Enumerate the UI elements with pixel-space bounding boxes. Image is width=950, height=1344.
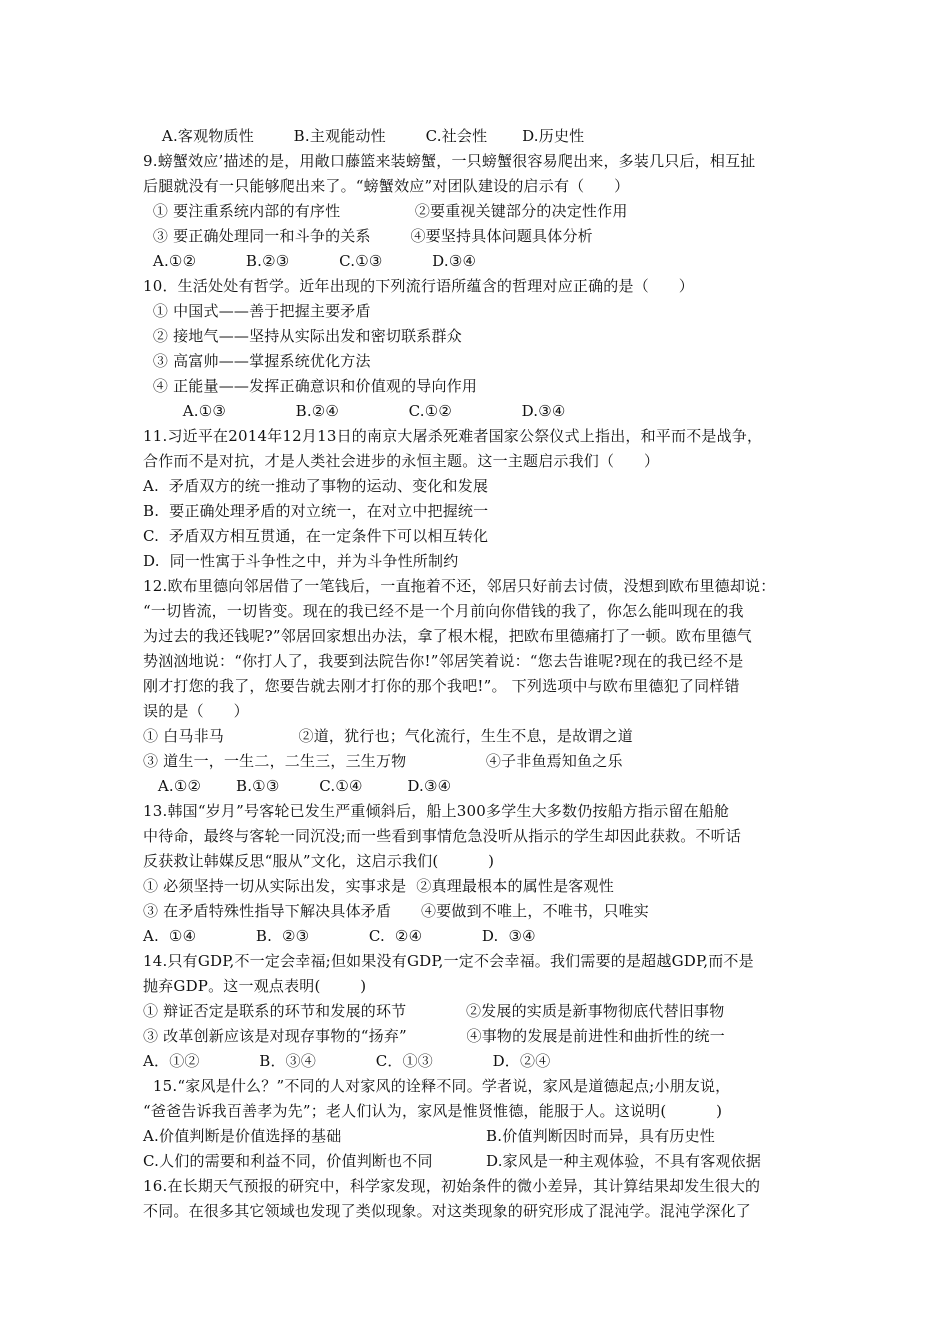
q13-item-3-4: ③ 在矛盾特殊性指导下解决具体矛盾 ④要做到不唯上，不唯书，只唯实 xyxy=(143,902,649,920)
q11-option-c: C. 矛盾双方相互贯通，在一定条件下可以相互转化 xyxy=(143,527,489,545)
q11-stem-line2: 合作而不是对抗，才是人类社会进步的永恒主题。这一主题启示我们（ ） xyxy=(143,452,660,470)
q12-item-1-2: ① 白马非马 ②道，犹行也；气化流行，生生不息，是故谓之道 xyxy=(143,727,633,745)
q13-stem-line3: 反获救让韩媒反思“服从”文化，这启示我们( ) xyxy=(143,852,495,870)
q12-stem-line6: 误的是（ ） xyxy=(143,702,249,720)
q11-stem-line1: 11.习近平在2014年12月13日的南京大屠杀死难者国家公祭仪式上指出，和平而不是战争， xyxy=(143,427,763,445)
q12-stem-line5: 刚才打您的我了，您要告就去刚才打你的那个我吧!”。 下列选项中与欧布里德犯了同样错 xyxy=(143,677,740,695)
q9-item-3-4: ③ 要正确处理同一和斗争的关系 ④要坚持具体问题具体分析 xyxy=(143,227,593,245)
q13-stem-line2: 中待命，最终与客轮一同沉没;而一些看到事情危急没听从指示的学生却因此获救。不听话 xyxy=(143,827,742,845)
q14-item-1-2: ① 辩证否定是联系的环节和发展的环节 ②发展的实质是新事物彻底代替旧事物 xyxy=(143,1002,725,1020)
q9-item-1-2: ① 要注重系统内部的有序性 ②要重视关键部分的决定性作用 xyxy=(143,202,628,220)
q12-stem-line4: 势汹汹地说：“你打人了，我要到法院告你!”邻居笑着说：“您去告谁呢?现在的我已经不是 xyxy=(143,652,744,670)
q10-stem: 10．生活处处有哲学。近年出现的下列流行语所蕴含的哲理对应正确的是（ ） xyxy=(143,277,694,295)
q12-item-3-4: ③ 道生一，一生二，二生三，三生万物 ④子非鱼焉知鱼之乐 xyxy=(143,752,623,770)
q13-item-1-2: ① 必须坚持一切从实际出发，实事求是 ②真理最根本的属性是客观性 xyxy=(143,877,614,895)
q16-stem-line2: 不同。在很多其它领域也发现了类似现象。对这类现象的研究形成了混沌学。混沌学深化了 xyxy=(143,1202,752,1220)
q12-stem-line1: 12.欧布里德向邻居借了一笔钱后，一直拖着不还，邻居只好前去讨债，没想到欧布里德却说： xyxy=(143,577,776,595)
q15-stem-line1: 15.“家风是什么？”不同的人对家风的诠释不同。学者说，家风是道德起点;小朋友说， xyxy=(143,1077,731,1095)
q11-option-a: A. 矛盾双方的统一推动了事物的运动、变化和发展 xyxy=(143,477,489,495)
q11-option-d: D. 同一性寓于斗争性之中，并为斗争性所制约 xyxy=(143,552,459,570)
q15-stem-line2: “爸爸告诉我百善孝为先”；老人们认为，家风是惟贤惟德，能服于人。这说明( ) xyxy=(143,1102,723,1120)
q14-options: A．①② B．③④ C．①③ D．②④ xyxy=(143,1052,551,1070)
q15-option-d: D.家风是一种主观体验，不具有客观依据 xyxy=(486,1152,762,1170)
q9-options: A.①② B.②③ C.①③ D.③④ xyxy=(143,252,477,270)
q10-item-3: ③ 高富帅——掌握系统优化方法 xyxy=(143,352,371,370)
q12-options: A.①② B.①③ C.①④ D.③④ xyxy=(143,777,452,795)
q13-stem-line1: 13.韩国“岁月”号客轮已发生严重倾斜后，船上300多学生大多数仍按船方指示留在船舱 xyxy=(143,802,730,820)
q10-item-4: ④ 正能量——发挥正确意识和价值观的导向作用 xyxy=(143,377,478,395)
q10-options: A.①③ B.②④ C.①② D.③④ xyxy=(143,402,566,420)
q9-stem-line2: 后腿就没有一只能够爬出来了。“螃蟹效应”对团队建设的启示有（ ） xyxy=(143,177,630,195)
q14-stem-line2: 抛弃GDP。这一观点表明( ) xyxy=(143,977,367,995)
q12-stem-line3: 为过去的我还钱呢?”邻居回家想出办法，拿了根木棍，把欧布里德痛打了一顿。欧布里德气 xyxy=(143,627,752,645)
q15-option-a: A.价值判断是价值选择的基础 xyxy=(143,1127,342,1145)
q14-stem-line1: 14.只有GDP,不一定会幸福;但如果没有GDP,一定不会幸福。我们需要的是超越GDP,而不是 xyxy=(143,952,754,970)
q10-item-1: ① 中国式——善于把握主要矛盾 xyxy=(143,302,371,320)
q14-item-3-4: ③ 改革创新应该是对现存事物的“扬弃” ④事物的发展是前进性和曲折性的统一 xyxy=(143,1027,725,1045)
q12-stem-line2: “一切皆流，一切皆变。现在的我已经不是一个月前向你借钱的我了，你怎么能叫现在的我 xyxy=(143,602,744,620)
q8-options: A.客观物质性 B.主观能动性 C.社会性 D.历史性 xyxy=(152,127,585,145)
q10-item-2: ② 接地气——坚持从实际出发和密切联系群众 xyxy=(143,327,462,345)
q13-options: A. ①④ B. ②③ C. ②④ D. ③④ xyxy=(143,927,536,945)
q9-stem-line1: 9.螃蟹效应’描述的是，用敞口藤篮来装螃蟹，一只螃蟹很容易爬出来，多装几只后，相互扯 xyxy=(143,152,756,170)
q11-option-b: B. 要正确处理矛盾的对立统一，在对立中把握统一 xyxy=(143,502,489,520)
q15-option-b: B.价值判断因时而异，具有历史性 xyxy=(486,1127,715,1145)
q15-option-c: C.人们的需要和利益不同，价值判断也不同 xyxy=(143,1152,433,1170)
q16-stem-line1: 16.在长期天气预报的研究中，科学家发现，初始条件的微小差异，其计算结果却发生很大的 xyxy=(143,1177,761,1195)
